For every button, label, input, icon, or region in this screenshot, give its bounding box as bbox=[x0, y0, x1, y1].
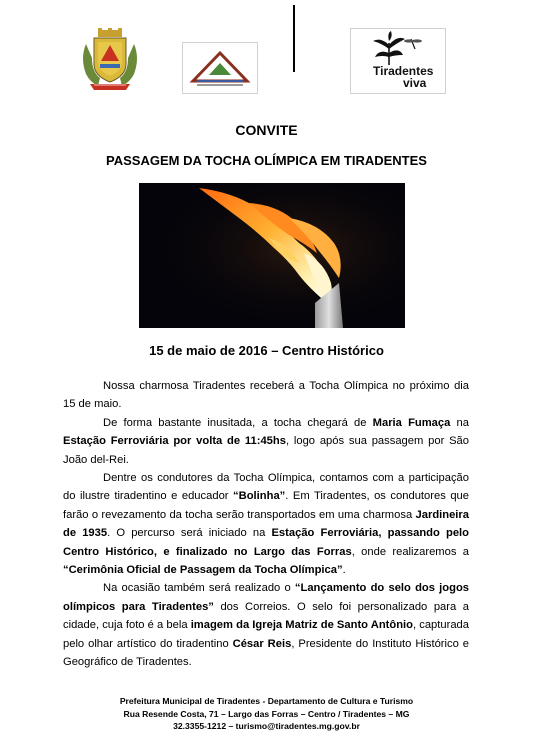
bold-text: Estação Ferroviária por volta de 11:45hs bbox=[63, 435, 286, 448]
page-title: CONVITE bbox=[235, 122, 298, 138]
paragraph bbox=[63, 414, 469, 469]
bold-text: imagem da Igreja Matriz de Santo Antônio bbox=[190, 619, 413, 632]
text: Na ocasião também será realizado o bbox=[103, 582, 295, 595]
text: na bbox=[450, 416, 469, 429]
paragraph bbox=[63, 469, 469, 579]
text: dos Correios. O selo foi personalizado para a cidade, cuja foto é a bela bbox=[63, 600, 469, 632]
logo-word-tiradentes: Tiradentes bbox=[373, 64, 434, 78]
bold-text: Maria Fumaça bbox=[372, 416, 451, 429]
bold-text: “Bolinha” bbox=[233, 490, 286, 503]
header-divider bbox=[293, 5, 295, 72]
municipal-crest-logo bbox=[80, 28, 140, 94]
paragraph bbox=[63, 377, 469, 414]
text: . O percurso será iniciado na bbox=[107, 527, 272, 540]
text: Dentre os condutores da Tocha Olímpica, contamos com a participação do ilustre tiradentino e educador bbox=[63, 472, 469, 503]
bold-text: César Reis bbox=[232, 637, 292, 650]
text: De forma bastante inusitada, a tocha chegará de bbox=[103, 416, 373, 429]
text: , capturada pelo olhar artístico do tiradentino bbox=[63, 619, 469, 650]
text: , onde realizaremos a bbox=[351, 545, 469, 558]
text: . Em Tiradentes, os condutores que farão o revezamento da tocha serão transportados em uma charmosa bbox=[63, 490, 469, 521]
bold-text: Jardineira de 1935 bbox=[63, 508, 469, 540]
text: Nossa charmosa Tiradentes receberá a Tocha Olímpica no próximo dia 15 de maio. bbox=[63, 380, 469, 411]
text: , logo após sua passagem por São João del-Rei. bbox=[63, 435, 469, 466]
bold-text: “Cerimônia Oficial de Passagem da Tocha Olímpica” bbox=[63, 564, 343, 577]
footer bbox=[0, 695, 533, 733]
culture-department-logo bbox=[182, 42, 258, 94]
event-date-location: 15 de maio de 2016 – Centro Histórico bbox=[149, 343, 384, 358]
footer-contact: 32.3355-1212 – turismo@tiradentes.mg.gov.br bbox=[173, 721, 360, 732]
text: . bbox=[342, 564, 346, 577]
paragraph bbox=[63, 579, 469, 671]
bold-text: “Lançamento do selo dos jogos olímpicos para Tiradentes” bbox=[63, 582, 469, 613]
bold-text: Estação Ferroviária, passando pelo Centro Histórico, e finalizado no Largo das Forras bbox=[63, 527, 469, 558]
text: , Presidente do Instituto Histórico e Geográfico de Tiradentes. bbox=[63, 637, 469, 669]
footer-organization: Prefeitura Municipal de Tiradentes - Departamento de Cultura e Turismo bbox=[119, 696, 414, 706]
footer-address: Rua Resende Costa, 71 – Largo das Forras – Centro / Tiradentes – MG bbox=[123, 708, 410, 719]
olympic-torch-photo bbox=[139, 183, 405, 328]
tiradentes-viva-logo bbox=[350, 28, 446, 94]
logo-word-viva: viva bbox=[403, 76, 427, 90]
invitation-body bbox=[63, 377, 469, 672]
page-subtitle: PASSAGEM DA TOCHA OLÍMPICA EM TIRADENTES bbox=[106, 153, 427, 168]
